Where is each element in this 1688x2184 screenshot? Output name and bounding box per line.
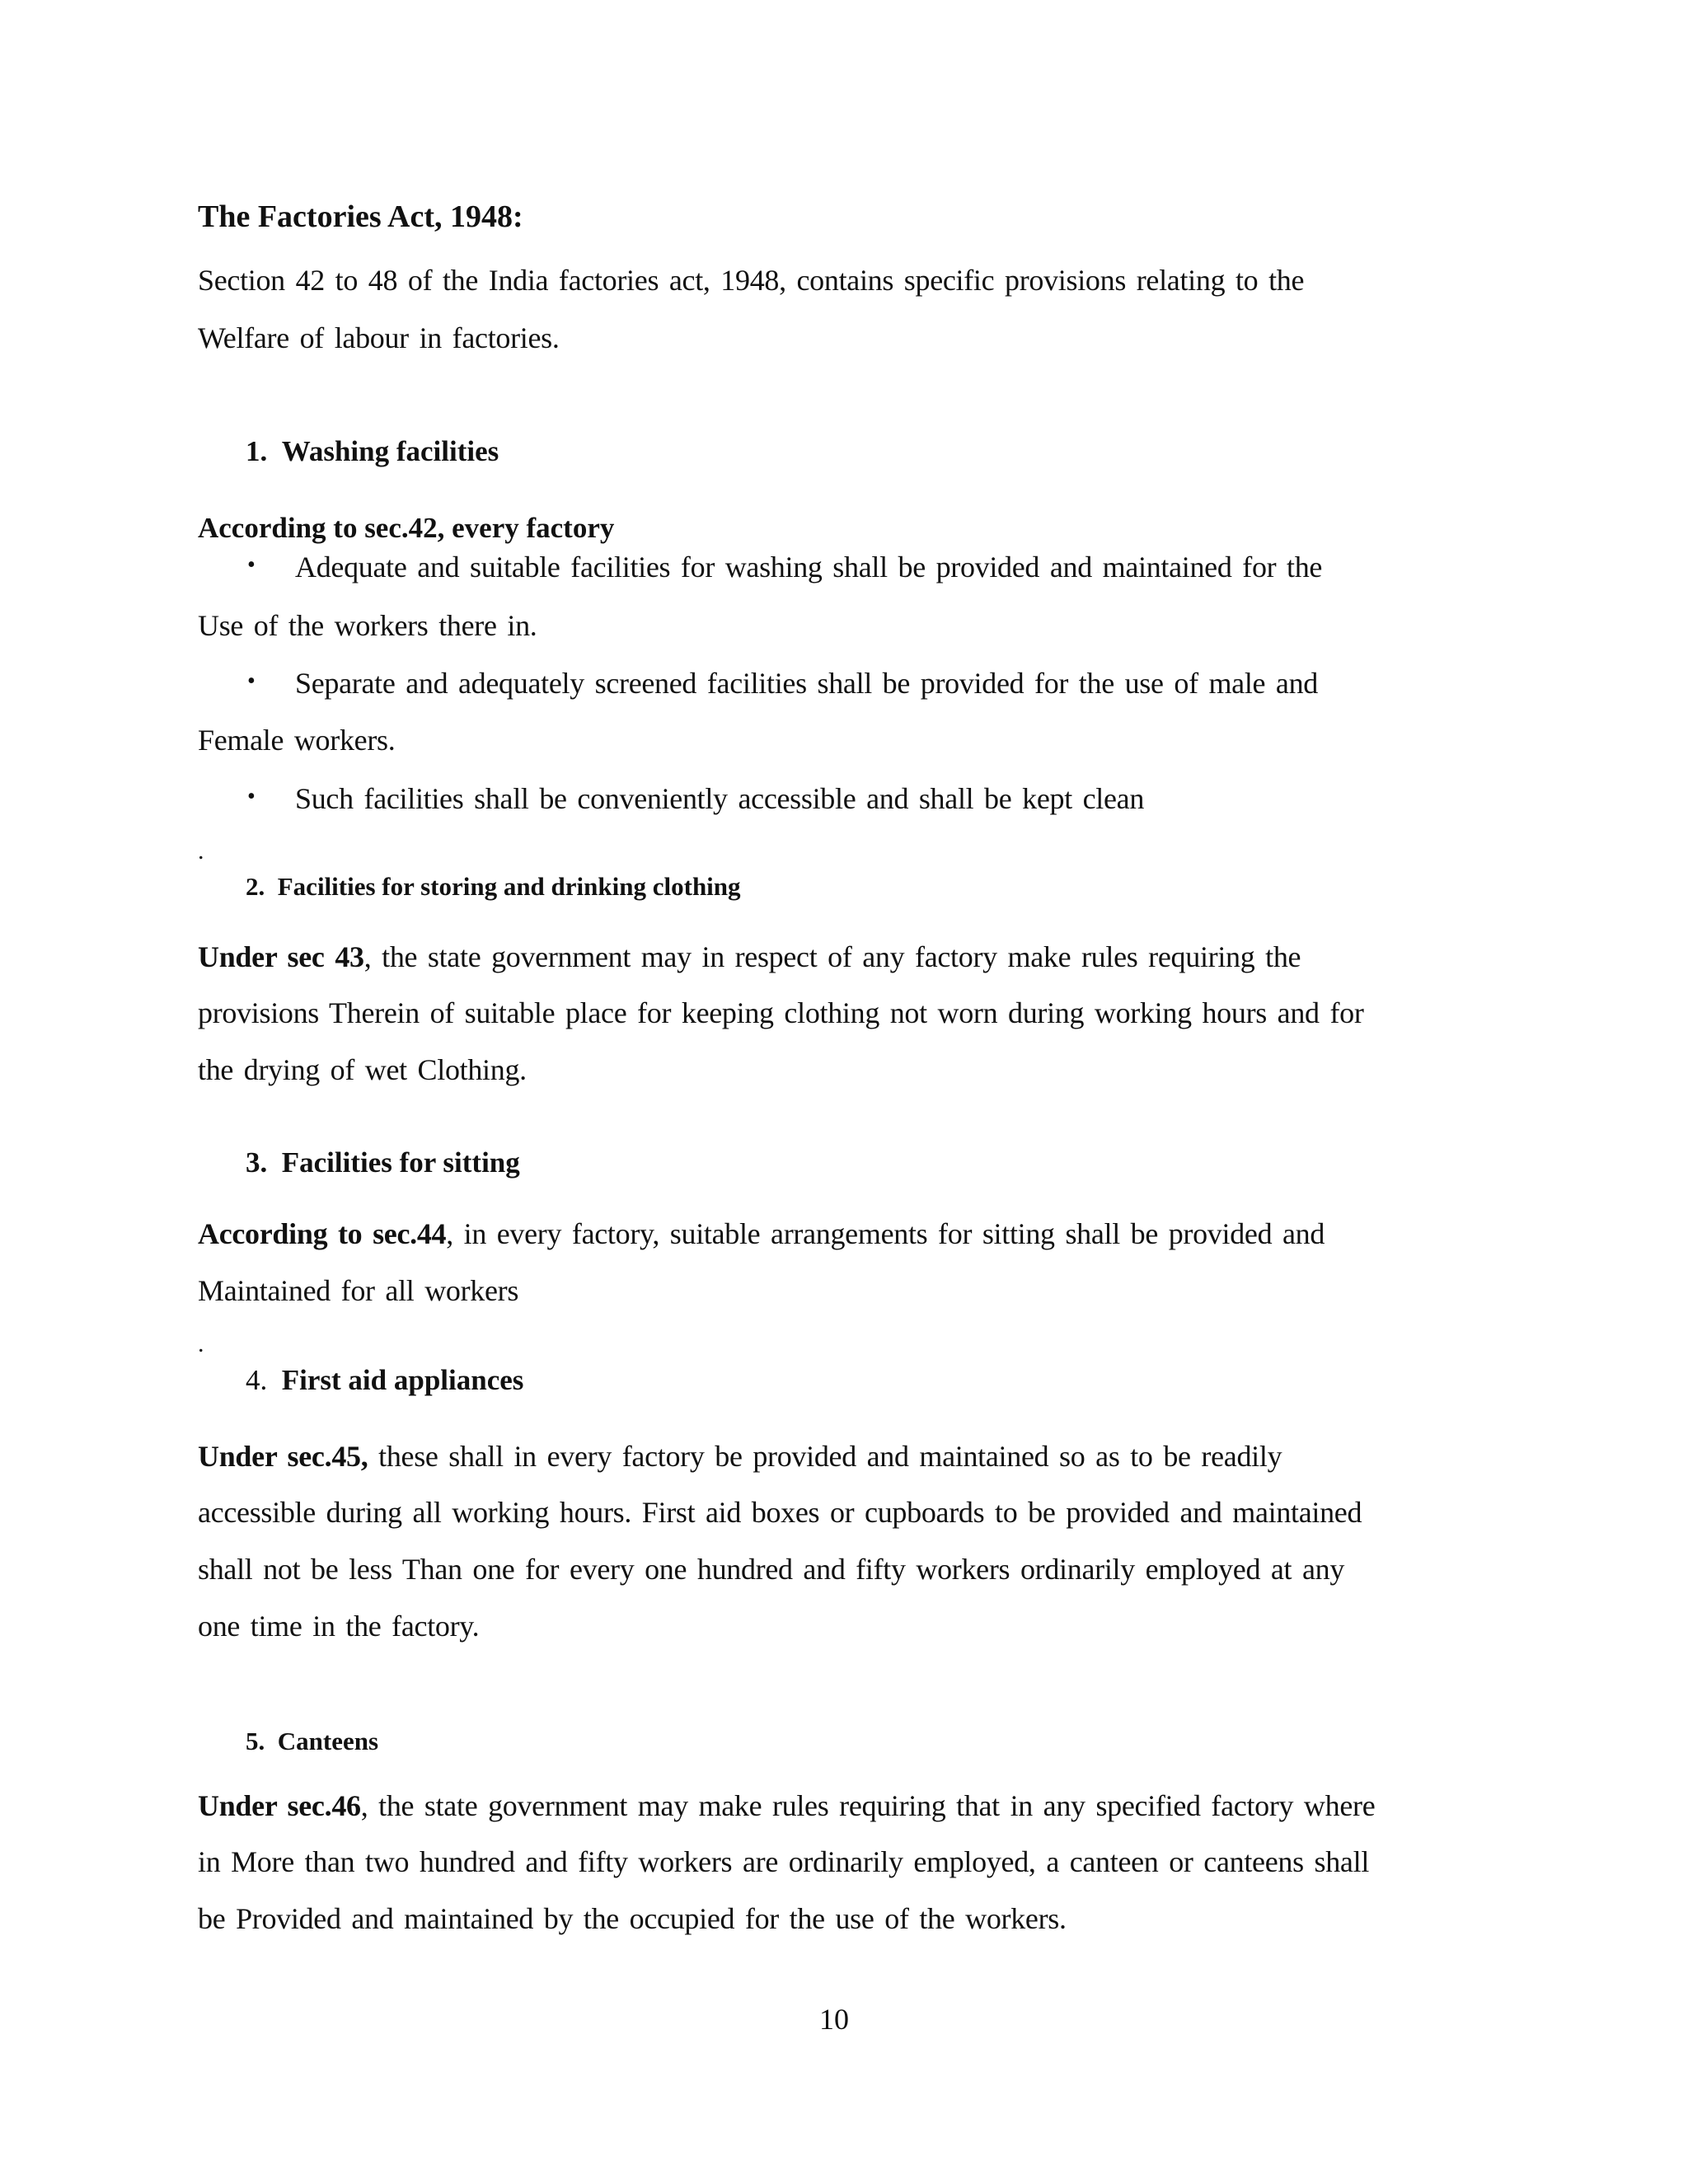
section-4-line-1 bbox=[198, 1441, 1282, 1471]
section-4-line-1-rest: these shall in every factory be provided and maintained so as to be readily bbox=[368, 1440, 1282, 1473]
section-4-lead: Under sec.45, bbox=[198, 1440, 368, 1473]
section-2-title: Facilities for storing and drinking clothing bbox=[277, 872, 741, 901]
section-5-lead: Under sec.46 bbox=[198, 1789, 361, 1822]
section-2-line-2: provisions Therein of suitable place for keeping clothing not worn during working hours and for bbox=[198, 996, 1364, 1029]
bullet-1-line-2: Use of the workers there in. bbox=[198, 609, 537, 642]
section-2-line-1-rest: , the state government may in respect of any factory make rules requiring the bbox=[363, 940, 1301, 973]
section-5-line-1-rest: , the state government may make rules requiring that in any specified factory where bbox=[360, 1789, 1376, 1822]
section-3-heading bbox=[246, 1148, 520, 1177]
section-4-line-4: one time in the factory. bbox=[198, 1610, 480, 1643]
section-2-line-1 bbox=[198, 942, 1301, 972]
bullet-icon: • bbox=[247, 784, 256, 809]
section-4-heading bbox=[246, 1366, 523, 1394]
section-4-line-3: shall not be less Than one for every one hundred and fifty workers ordinarily employed at any bbox=[198, 1553, 1345, 1586]
section-3-lead: According to sec.44 bbox=[198, 1217, 447, 1250]
section-2-lead: Under sec 43 bbox=[198, 940, 364, 973]
section-5-line-3: be Provided and maintained by the occupied for the use of the workers. bbox=[198, 1902, 1067, 1935]
section-3-number: 3. bbox=[246, 1146, 268, 1179]
section-5-heading bbox=[246, 1728, 378, 1754]
section-5-number: 5. bbox=[246, 1727, 265, 1755]
section-3-line-1-rest: , in every factory, suitable arrangements for sitting shall be provided and bbox=[446, 1217, 1325, 1250]
section-5-line-2: in More than two hundred and fifty workers are ordinarily employed, a canteen or canteens shall bbox=[198, 1845, 1370, 1878]
section-4-number: 4. bbox=[246, 1364, 268, 1396]
section-5-title: Canteens bbox=[277, 1727, 379, 1755]
bullet-2-line-1: Separate and adequately screened facilities shall be provided for the use of male and bbox=[295, 667, 1318, 700]
section-4-title: First aid appliances bbox=[281, 1364, 524, 1396]
intro-line-1: Section 42 to 48 of the India factories act, 1948, contains specific provisions relating to the bbox=[198, 264, 1305, 297]
section-3-line-1 bbox=[198, 1219, 1325, 1249]
page-number: 10 bbox=[819, 2003, 849, 2036]
section-5-line-1 bbox=[198, 1791, 1375, 1821]
stray-dot: . bbox=[198, 837, 204, 865]
section-1-lead: According to sec.42, every factory bbox=[198, 512, 615, 544]
section-2-line-3: the drying of wet Clothing. bbox=[198, 1053, 527, 1086]
section-4-line-2: accessible during all working hours. First aid boxes or cupboards to be provided and maintained bbox=[198, 1496, 1362, 1529]
bullet-2-line-2: Female workers. bbox=[198, 724, 396, 757]
document-title: The Factories Act, 1948: bbox=[198, 199, 523, 234]
section-1-number: 1. bbox=[246, 435, 268, 467]
section-2-heading bbox=[246, 874, 741, 899]
section-3-title: Facilities for sitting bbox=[281, 1146, 520, 1179]
bullet-icon: • bbox=[247, 552, 256, 578]
bullet-icon: • bbox=[247, 668, 256, 694]
section-1-title: Washing facilities bbox=[281, 435, 499, 467]
section-2-number: 2. bbox=[246, 872, 265, 901]
bullet-3-line-1: Such facilities shall be conveniently accessible and shall be kept clean bbox=[295, 782, 1145, 815]
section-1-heading bbox=[246, 437, 499, 466]
section-3-line-2: Maintained for all workers bbox=[198, 1274, 519, 1307]
intro-line-2: Welfare of labour in factories. bbox=[198, 321, 560, 354]
stray-dot: . bbox=[198, 1330, 204, 1357]
bullet-1-line-1: Adequate and suitable facilities for washing shall be provided and maintained for the bbox=[295, 551, 1323, 583]
